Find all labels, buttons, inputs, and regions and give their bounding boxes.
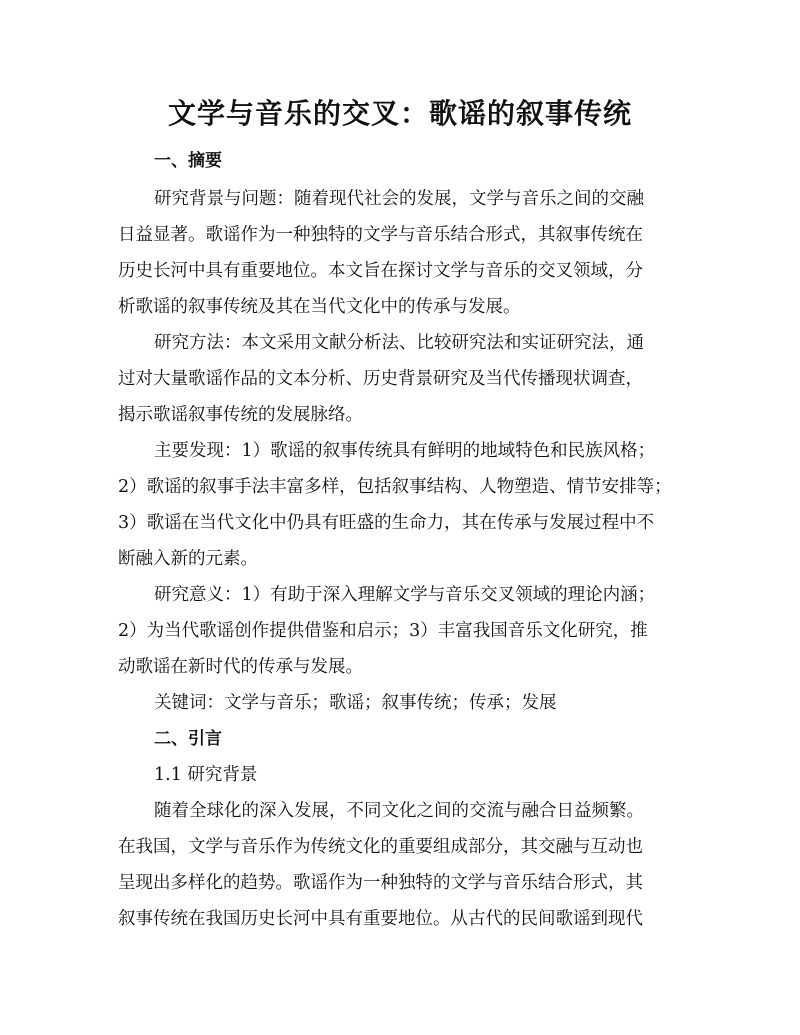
paragraph-line: 日益显著。歌谣作为一种独特的文学与音乐结合形式，其叙事传统在	[118, 225, 643, 245]
document-title: 文学与音乐的交叉：歌谣的叙事传统	[167, 97, 632, 130]
paragraph-line: 研究背景与问题：随着现代社会的发展，文学与音乐之间的交融	[154, 189, 644, 209]
paragraph-line: 析歌谣的叙事传统及其在当代文化中的传承与发展。	[118, 297, 521, 317]
paragraph-line: 断融入新的元素。	[118, 549, 258, 569]
paragraph-line: 历史长河中具有重要地位。本文旨在探讨文学与音乐的交叉领域，分	[118, 261, 643, 281]
paragraph-line: 揭示歌谣叙事传统的发展脉络。	[118, 405, 363, 425]
paragraph-line: 3）歌谣在当代文化中仍具有旺盛的生命力，其在传承与发展过程中不	[118, 513, 655, 533]
section-heading-introduction: 二、引言	[154, 729, 222, 749]
paragraph-line: 研究方法：本文采用文献分析法、比较研究法和实证研究法，通	[154, 333, 644, 353]
subsection-heading-background: 1.1 研究背景	[154, 765, 258, 785]
paragraph-line: 主要发现：1）歌谣的叙事传统具有鲜明的地域特色和民族风格；	[154, 441, 656, 461]
paragraph-line: 2）为当代歌谣创作提供借鉴和启示；3）丰富我国音乐文化研究，推	[118, 621, 648, 641]
paragraph-line: 在我国，文学与音乐作为传统文化的重要组成部分，其交融与互动也	[118, 837, 643, 857]
paragraph-line: 随着全球化的深入发展，不同文化之间的交流与融合日益频繁。	[154, 801, 644, 821]
paragraph-line: 过对大量歌谣作品的文本分析、历史背景研究及当代传播现状调查，	[118, 369, 643, 389]
keywords-line: 关键词：文学与音乐；歌谣；叙事传统；传承；发展	[154, 693, 557, 713]
paragraph-line: 动歌谣在新时代的传承与发展。	[118, 657, 363, 677]
paragraph-line: 2）歌谣的叙事手法丰富多样，包括叙事结构、人物塑造、情节安排等；	[118, 477, 672, 497]
section-heading-abstract: 一、摘要	[154, 151, 222, 171]
paragraph-line: 叙事传统在我国历史长河中具有重要地位。从古代的民间歌谣到现代	[118, 909, 643, 929]
paragraph-line: 呈现出多样化的趋势。歌谣作为一种独特的文学与音乐结合形式，其	[118, 873, 643, 893]
paragraph-line: 研究意义：1）有助于深入理解文学与音乐交叉领域的理论内涵；	[154, 585, 656, 605]
